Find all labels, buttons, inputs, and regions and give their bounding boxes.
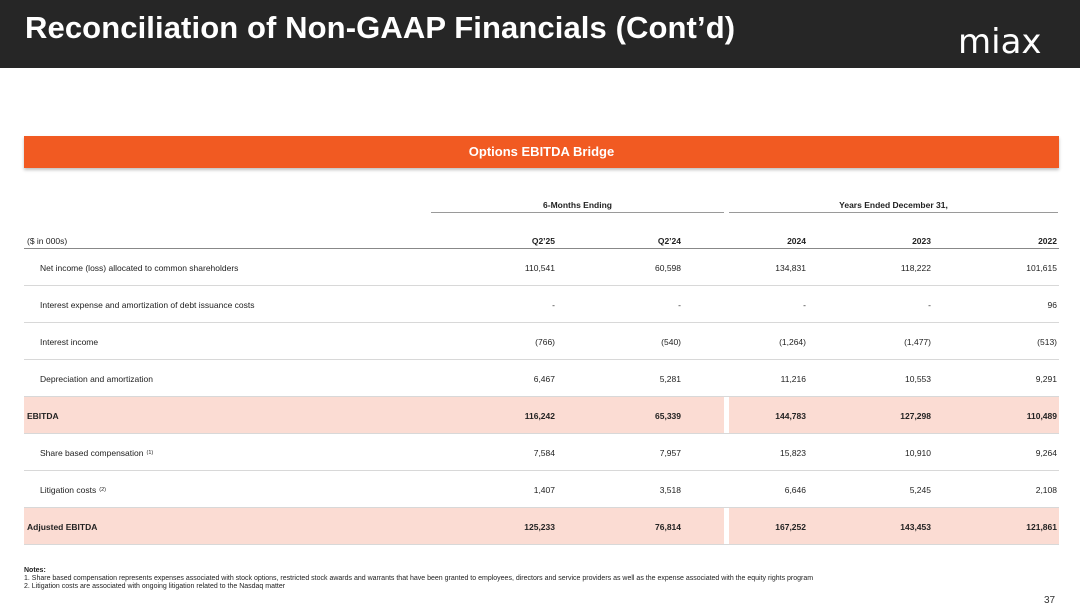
- table-cell: 125,233: [524, 521, 555, 532]
- note-item: 1. Share based compensation represents expenses associated with stock options, restricted stock awards and warrants that have been granted to employees, directors and service providers as well as the expense associated with the equity rights program: [24, 575, 814, 582]
- footnote-ref: (1): [146, 449, 154, 456]
- column-header: Q2’24: [657, 235, 681, 246]
- table-cell: 134,831: [775, 262, 806, 273]
- table-row-litigation: [24, 471, 1059, 508]
- table-cell: 9,291: [1035, 373, 1057, 384]
- table-cell: 60,598: [655, 262, 681, 273]
- table-cell: 143,453: [900, 521, 931, 532]
- table-cell: 127,298: [900, 410, 931, 421]
- table-cell: -: [552, 299, 555, 310]
- table-cell: 118,222: [900, 262, 931, 273]
- row-label: Depreciation and amortization: [40, 373, 153, 384]
- table-cell: 2,108: [1035, 484, 1057, 495]
- column-header: 2022: [1038, 235, 1057, 246]
- row-label: Interest income: [40, 336, 99, 347]
- six-months-group-header: 6-Months Ending: [543, 200, 612, 210]
- table-cell: (540): [661, 336, 681, 347]
- table-cell: 167,252: [775, 521, 806, 532]
- table-cell: -: [928, 299, 931, 310]
- table-cell: 11,216: [780, 373, 806, 384]
- table-cell: 76,814: [655, 521, 681, 532]
- table-row-interest-income: [24, 323, 1059, 360]
- unit-label: ($ in 000s): [27, 235, 68, 246]
- table-cell: -: [678, 299, 681, 310]
- table-cell: 144,783: [775, 410, 806, 421]
- table-cell: 121,861: [1026, 521, 1057, 532]
- years-group-header: Years Ended December 31,: [839, 200, 948, 210]
- table-cell: 110,489: [1026, 410, 1057, 421]
- table-row-ebitda: [24, 397, 1059, 434]
- row-label: Net income (loss) allocated to common shareholders: [40, 262, 239, 273]
- footnote-ref: (2): [99, 486, 106, 493]
- row-label: EBITDA: [27, 410, 59, 421]
- table-cell: 96: [1047, 299, 1057, 310]
- table-row-adjusted-ebitda: [24, 508, 1059, 545]
- slide-header: [0, 0, 1080, 68]
- notes-title: Notes:: [24, 567, 46, 574]
- table-cell: 5,281: [659, 373, 681, 384]
- row-label: Adjusted EBITDA: [27, 521, 98, 532]
- table-row-interest-expense: [24, 286, 1059, 323]
- table-cell: 6,467: [533, 373, 555, 384]
- table-row-depreciation: [24, 360, 1059, 397]
- table-cell: (513): [1037, 336, 1057, 347]
- table-row-share-based-comp: [24, 434, 1059, 471]
- table-cell: 7,957: [659, 447, 681, 458]
- table-cell: 110,541: [524, 262, 555, 273]
- notes-section: [24, 567, 813, 591]
- options-ebitda-bridge-banner: [24, 136, 1059, 168]
- table-cell: -: [803, 299, 806, 310]
- row-label: Litigation costs (2): [40, 484, 106, 495]
- table-cell: 15,823: [780, 447, 806, 458]
- column-header: 2024: [787, 235, 806, 246]
- table-cell: 7,584: [533, 447, 555, 458]
- note-item: 2. Litigation costs are associated with ongoing litigation related to the Nasdaq matter: [24, 583, 286, 590]
- table-cell: (1,264): [779, 336, 806, 347]
- table-cell: (766): [535, 336, 555, 347]
- table-cell: 1,407: [533, 484, 555, 495]
- page-number: 37: [1044, 595, 1056, 606]
- row-label: Interest expense and amortization of debt issuance costs: [40, 299, 255, 310]
- table-cell: (1,477): [904, 336, 931, 347]
- logo-text: miax: [958, 24, 1042, 60]
- miax-logo: [958, 24, 1058, 60]
- table-cell: 116,242: [524, 410, 555, 421]
- table-row-net-income: [24, 249, 1059, 286]
- table-header-row: [24, 232, 1059, 249]
- bridge-title: Options EBITDA Bridge: [468, 144, 615, 159]
- table-cell: 5,245: [909, 484, 931, 495]
- table-cell: 3,518: [659, 484, 681, 495]
- table-cell: 10,553: [905, 373, 931, 384]
- table-cell: 101,615: [1026, 262, 1057, 273]
- slide-title: Reconciliation of Non-GAAP Financials (Cont’d): [25, 10, 736, 45]
- table-cell: 6,646: [784, 484, 806, 495]
- column-header: Q2’25: [531, 235, 555, 246]
- column-header: 2023: [912, 235, 931, 246]
- six-months-group-line: [431, 212, 724, 213]
- table-cell: 65,339: [655, 410, 681, 421]
- row-label: Share based compensation (1): [40, 447, 154, 458]
- table-cell: 9,264: [1035, 447, 1057, 458]
- years-group-line: [729, 212, 1058, 213]
- table-cell: 10,910: [905, 447, 931, 458]
